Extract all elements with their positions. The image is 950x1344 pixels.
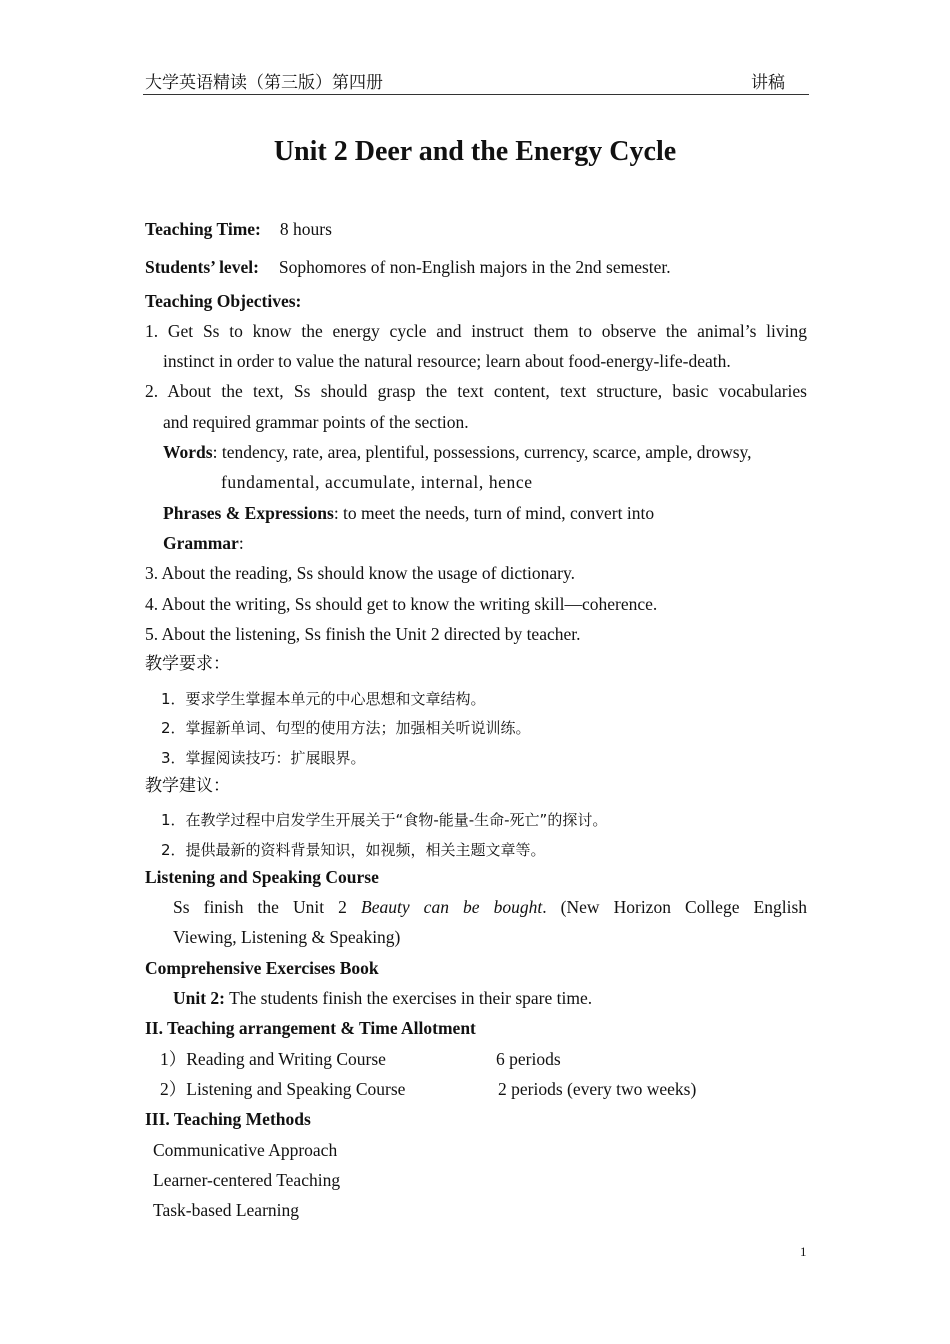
method-item: Learner-centered Teaching: [153, 1170, 341, 1190]
requirement-item: 2．掌握新单词、句型的使用方法；加强相关听说训练。: [161, 719, 531, 737]
objectives-heading: Teaching Objectives:: [145, 291, 302, 311]
grammar-value: :: [238, 533, 244, 553]
arrangement-course: 1）Reading and Writing Course: [160, 1049, 386, 1069]
page-title: Unit 2 Deer and the Energy Cycle: [273, 136, 677, 167]
listening-line-2: Viewing, Listening & Speaking): [173, 927, 401, 947]
teaching-time-row: [145, 218, 332, 240]
header-doc-type: 讲稿: [751, 73, 785, 93]
objective-1-line-1: 1. Get Ss to know the energy cycle and instruct them to observe the animal’s living: [145, 321, 807, 341]
grammar-label: Grammar: [163, 533, 239, 553]
students-level-value: Sophomores of non-English majors in the 2nd semester.: [278, 257, 671, 277]
listening-unit-title: Beauty can be bought: [361, 897, 543, 917]
suggestions-heading: 教学建议：: [145, 776, 230, 796]
comprehensive-heading: Comprehensive Exercises Book: [145, 958, 379, 978]
comprehensive-unit-row: [173, 987, 592, 1009]
requirements-heading: 教学要求：: [145, 654, 230, 674]
arrangement-heading: II. Teaching arrangement & Time Allotment: [145, 1018, 476, 1038]
phrases-row: [163, 502, 654, 524]
words-row: [163, 441, 752, 463]
teaching-time-label: Teaching Time:: [145, 219, 261, 239]
requirement-item: 3．掌握阅读技巧：扩展眼界。: [161, 749, 366, 767]
suggestion-item: 1．在教学过程中启发学生开展关于“食物-能量-生命-死亡”的探讨。: [161, 811, 608, 829]
listening-heading: Listening and Speaking Course: [145, 867, 379, 887]
grammar-row: [163, 532, 244, 554]
comprehensive-unit-label: Unit 2:: [173, 988, 226, 1008]
arrangement-time: 6 periods: [496, 1049, 561, 1069]
arrangement-course: 2）Listening and Speaking Course: [160, 1079, 406, 1099]
objective-2-line-2: and required grammar points of the section.: [163, 412, 469, 432]
objective-2-line-1: 2. About the text, Ss should grasp the text content, text structure, basic vocabularies: [145, 381, 807, 401]
header-divider: [143, 94, 809, 95]
comprehensive-unit-text: The students finish the exercises in their spare time.: [225, 988, 593, 1008]
students-level-row: [145, 256, 671, 278]
students-level-label: Students’ level:: [145, 257, 259, 277]
requirement-item: 1．要求学生掌握本单元的中心思想和文章结构。: [161, 690, 486, 708]
page-number: 1: [800, 1244, 807, 1259]
phrases-list: : to meet the needs, turn of mind, convert into: [333, 503, 655, 523]
words-label: Words: [163, 442, 213, 462]
teaching-time-value: 8 hours: [279, 219, 332, 239]
words-list-continued: fundamental, accumulate, internal, hence: [221, 472, 533, 492]
words-list: : tendency, rate, area, plentiful, possessions, currency, scarce, ample, drowsy,: [212, 442, 752, 462]
objective-4: 4. About the writing, Ss should get to know the writing skill—coherence.: [145, 594, 658, 614]
listening-line-1: Ss finish the Unit 2 Beauty can be bought. (New Horizon College English: [173, 897, 808, 917]
header-book-title: 大学英语精读（第三版）第四册: [145, 73, 383, 93]
method-item: Communicative Approach: [153, 1140, 338, 1160]
objective-5: 5. About the listening, Ss finish the Unit 2 directed by teacher.: [145, 624, 581, 644]
suggestion-item: 2．提供最新的资料背景知识，如视频，相关主题文章等。: [161, 841, 546, 859]
phrases-label: Phrases & Expressions: [163, 503, 334, 523]
methods-heading: III. Teaching Methods: [145, 1109, 311, 1129]
method-item: Task-based Learning: [153, 1200, 300, 1220]
arrangement-time: 2 periods (every two weeks): [498, 1079, 697, 1099]
objective-1-line-2: instinct in order to value the natural resource; learn about food-energy-life-death.: [163, 351, 731, 371]
objective-3: 3. About the reading, Ss should know the usage of dictionary.: [145, 563, 575, 583]
